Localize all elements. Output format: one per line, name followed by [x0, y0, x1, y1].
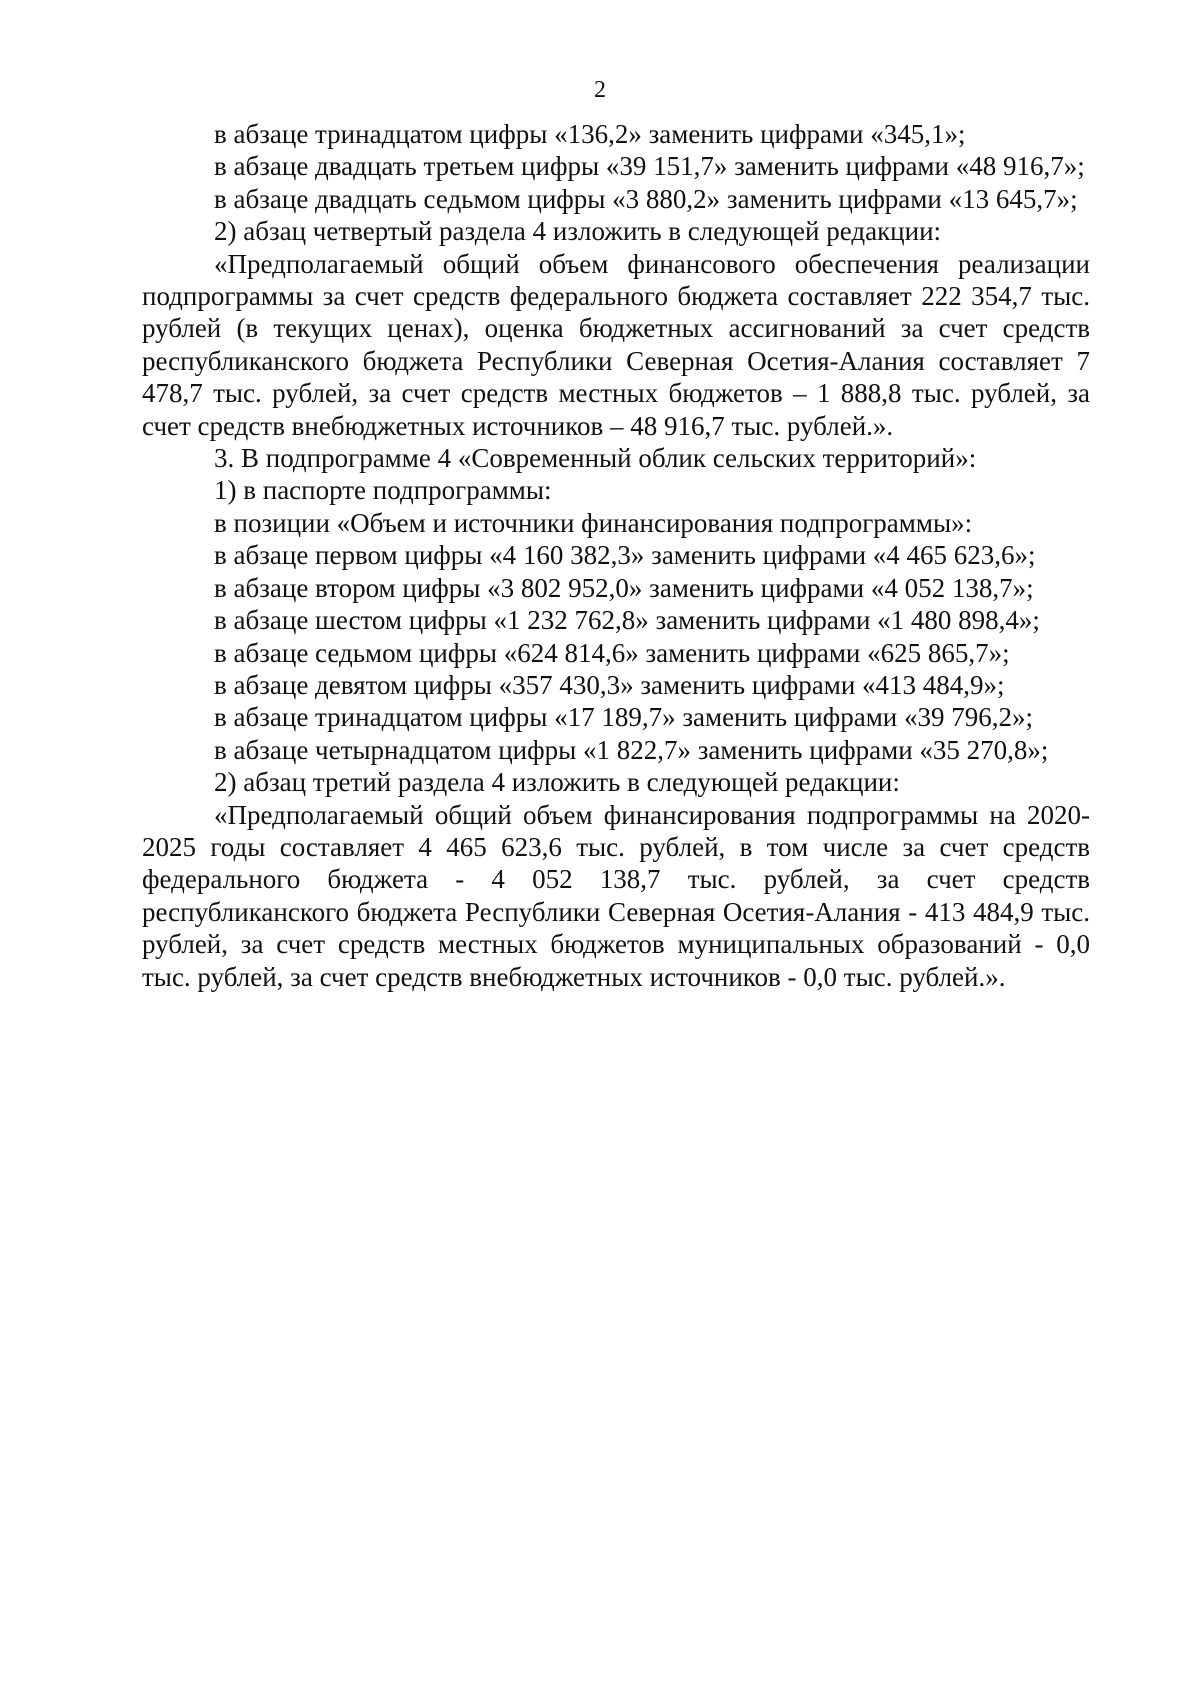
paragraph: в абзаце двадцать третьем цифры «39 151,7» заменить цифрами «48 916,7»; — [214, 151, 1085, 182]
paragraph: в позиции «Объем и источники финансирования подпрограммы»: — [214, 507, 973, 538]
paragraph: 2) абзац третий раздела 4 изложить в следующей редакции: — [214, 767, 900, 798]
paragraph: в абзаце тринадцатом цифры «17 189,7» заменить цифрами «39 796,2»; — [214, 702, 1033, 733]
paragraph: в абзаце втором цифры «3 802 952,0» заменить цифрами «4 052 138,7»; — [214, 572, 1034, 603]
page-number: 2 — [594, 77, 606, 103]
paragraph: в абзаце первом цифры «4 160 382,3» заменить цифрами «4 465 623,6»; — [214, 540, 1036, 571]
paragraph: «Предполагаемый общий объем финансового обеспечения реализации подпрограммы за счет средств федерального бюджета составляет 222 354,7 тыс. рублей (в текущих ценах), оценка бюджетных ассигнований за счет средств республиканского бюджета Республики Северная Осетия-Алания составляет 7 478,7 тыс. рублей, за счет средств местных бюджетов – 1 888,8 тыс. рублей, за счет средств внебюджетных источников – 48 916,7 тыс. рублей.». — [142, 248, 1090, 441]
paragraph: 2) абзац четвертый раздела 4 изложить в следующей редакции: — [214, 216, 942, 247]
paragraph: в абзаце тринадцатом цифры «136,2» заменить цифрами «345,1»; — [214, 119, 966, 149]
paragraph: в абзаце двадцать седьмом цифры «3 880,2» заменить цифрами «13 645,7»; — [214, 183, 1078, 214]
paragraph: в абзаце шестом цифры «1 232 762,8» заменить цифрами «1 480 898,4»; — [214, 605, 1040, 636]
paragraph: в абзаце четырнадцатом цифры «1 822,7» заменить цифрами «35 270,8»; — [214, 734, 1049, 765]
paragraph: 3. В подпрограмме 4 «Современный облик сельских территорий»: — [214, 443, 977, 474]
paragraph: 1) в паспорте подпрограммы: — [214, 475, 552, 506]
paragraph: в абзаце седьмом цифры «624 814,6» заменить цифрами «625 865,7»; — [214, 637, 1010, 668]
document-body — [142, 118, 1090, 993]
paragraph: в абзаце девятом цифры «357 430,3» заменить цифрами «413 484,9»; — [214, 669, 1005, 700]
paragraph: «Предполагаемый общий объем финансирования подпрограммы на 2020-2025 годы составляет 4 465 623,6 тыс. рублей, в том числе за счет средств федерального бюджета - 4 052 138,7 тыс. рублей, за счет средств республиканского бюджета Республики Северная Осетия-Алания - 413 484,9 тыс. рублей, за счет средств местных бюджетов муниципальных образований - 0,0 тыс. рублей, за счет средств внебюджетных источников - 0,0 тыс. рублей.». — [142, 799, 1090, 992]
